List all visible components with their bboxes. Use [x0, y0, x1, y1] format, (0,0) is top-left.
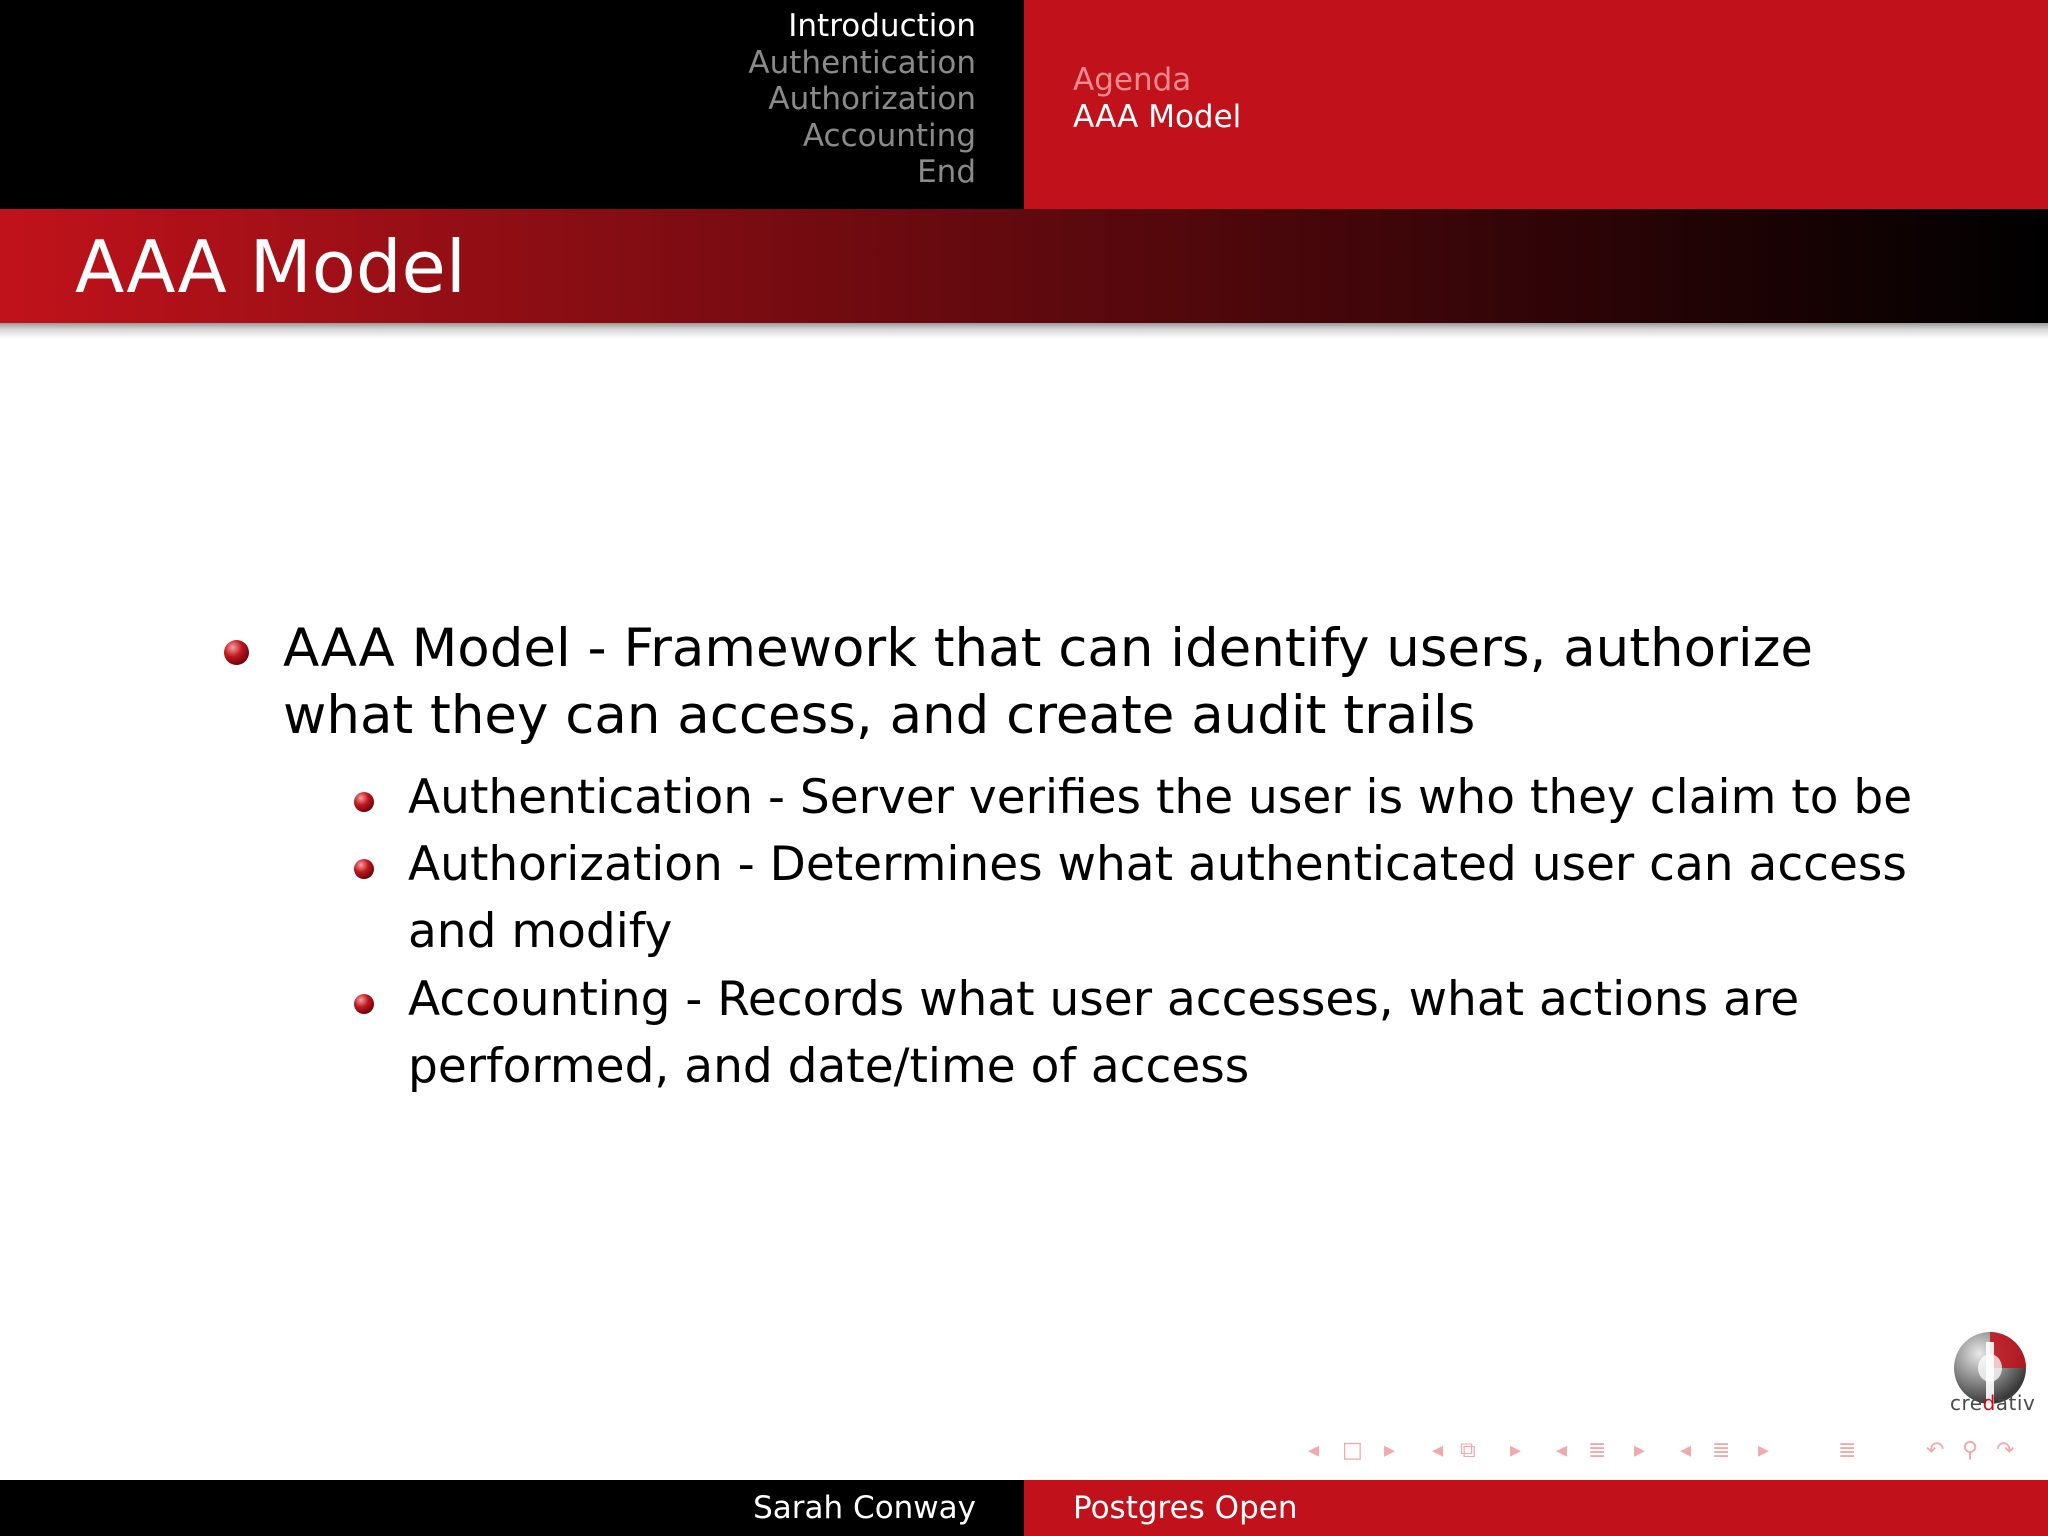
arrow-left-icon[interactable]: ◂	[1556, 1438, 1568, 1463]
frame-title: AAA Model	[75, 225, 466, 309]
arrow-left-icon[interactable]: ◂	[1432, 1438, 1444, 1463]
main-bullet-line-2: what they can access, and create audit trails	[283, 685, 1476, 746]
sub-bullet-accounting-line-2: performed, and date/time of access	[408, 1039, 1250, 1094]
nav-section-end[interactable]: End	[917, 154, 976, 190]
credativ-logo-text: credativ	[1950, 1391, 2036, 1415]
footer-event: Postgres Open	[1073, 1490, 1298, 1526]
sub-bullet-authorization-line-1: Authorization - Determines what authenticated user can access	[408, 837, 1907, 892]
header-subsection-panel	[1024, 0, 2048, 209]
outline-icon[interactable]: ≣	[1838, 1438, 1857, 1463]
back-icon[interactable]: ↶	[1926, 1438, 1945, 1463]
footer-author: Sarah Conway	[753, 1490, 976, 1526]
sub-bullet-ball-icon	[354, 859, 374, 879]
footer-author-panel	[0, 1480, 1024, 1536]
arrow-right-icon[interactable]: ▸	[1510, 1438, 1522, 1463]
arrow-left-icon[interactable]: ◂	[1680, 1438, 1692, 1463]
arrow-right-icon[interactable]: ▸	[1384, 1438, 1396, 1463]
forward-icon[interactable]: ↷	[1996, 1438, 2015, 1463]
arrow-right-icon[interactable]: ▸	[1634, 1438, 1646, 1463]
subsection-navigation	[1073, 62, 1241, 135]
nav-subsection-aaa-model[interactable]: AAA Model	[1073, 98, 1242, 135]
subsection-icon[interactable]: ⧉	[1460, 1438, 1476, 1463]
nav-section-authentication[interactable]: Authentication	[748, 44, 976, 81]
main-bullet-line-1: AAA Model - Framework that can identify users, authorize	[283, 618, 1814, 679]
sub-bullet-authentication: Authentication - Server verifies the user is who they claim to be	[408, 770, 1913, 825]
title-bar-shadow	[0, 323, 2048, 339]
header-section-panel	[0, 0, 1024, 209]
frame-icon[interactable]: □	[1342, 1438, 1363, 1463]
sub-bullet-ball-icon	[354, 792, 374, 812]
search-icon[interactable]: ⚲	[1962, 1438, 1979, 1463]
section-icon[interactable]: ≣	[1712, 1438, 1731, 1463]
nav-section-introduction[interactable]: Introduction	[788, 8, 976, 44]
section-icon[interactable]: ≣	[1588, 1438, 1607, 1463]
sub-bullet-authorization-line-2: and modify	[408, 904, 673, 959]
nav-section-authorization[interactable]: Authorization	[768, 81, 976, 117]
beamer-navigation-bar	[0, 1436, 2048, 1466]
nav-section-accounting[interactable]: Accounting	[802, 117, 976, 154]
arrow-left-icon[interactable]: ◂	[1308, 1438, 1320, 1463]
frame-title-bar	[0, 209, 2048, 323]
footer-event-panel	[1024, 1480, 2048, 1536]
sub-bullet-accounting-line-1: Accounting - Records what user accesses, what actions are	[408, 972, 1800, 1027]
sub-bullet-ball-icon	[354, 994, 374, 1014]
section-navigation	[748, 8, 976, 191]
bullet-ball-icon	[224, 640, 249, 665]
arrow-right-icon[interactable]: ▸	[1758, 1438, 1770, 1463]
nav-subsection-agenda[interactable]: Agenda	[1073, 62, 1192, 98]
